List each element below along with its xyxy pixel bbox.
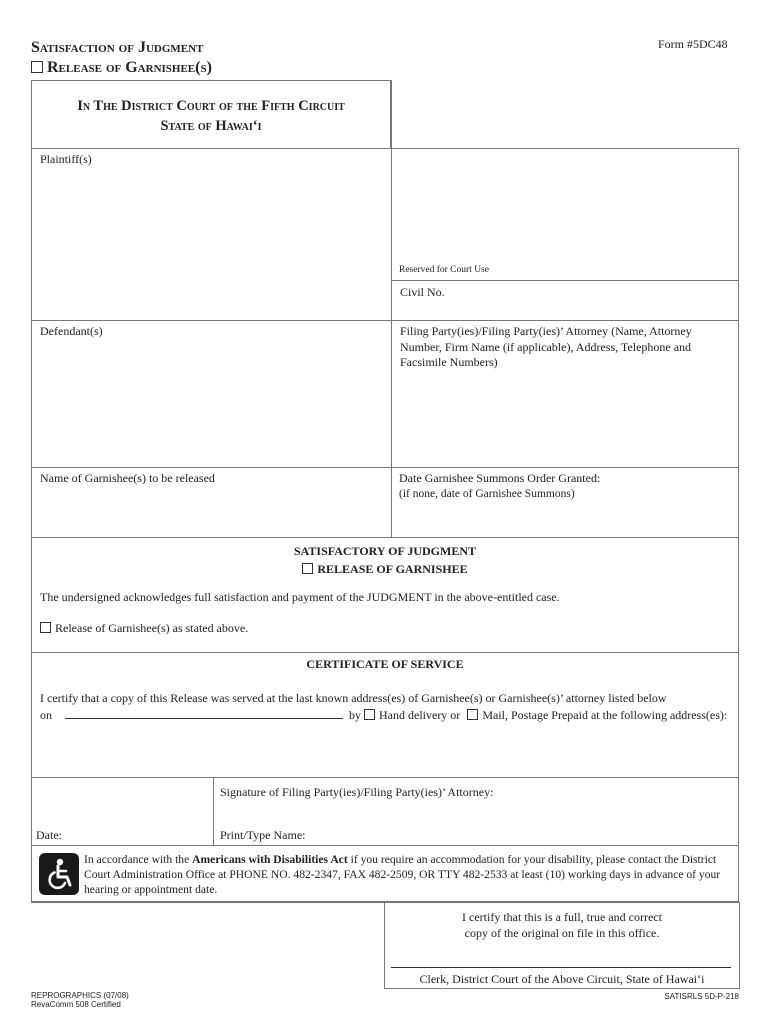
ada-notice <box>84 852 738 898</box>
date-label: Date: <box>36 828 62 842</box>
court-line-1: In The District Court of the Fifth Circuit <box>77 98 345 114</box>
service-date-blank[interactable] <box>65 707 343 719</box>
release-garnishee-checkbox[interactable] <box>302 563 313 574</box>
civil-no-bottom-line <box>391 320 739 321</box>
reserved-court-use-label: Reserved for Court Use <box>399 265 489 275</box>
satisfaction-heading-2 <box>31 560 739 578</box>
wheelchair-icon <box>39 853 79 895</box>
mail-label: Mail, Postage Prepaid at the following address(es): <box>482 708 728 722</box>
mail-checkbox[interactable] <box>467 709 478 720</box>
certificate-heading: CERTIFICATE OF SERVICE <box>306 657 464 671</box>
ada-act-name: Americans with Disabilities Act <box>192 853 348 866</box>
certification-bottom-line <box>384 988 740 989</box>
title-line-2 <box>31 58 212 78</box>
civil-no-label[interactable]: Civil No. <box>400 285 445 299</box>
satisfaction-heading <box>31 542 739 578</box>
plaintiff-label: Plaintiff(s) <box>40 152 92 166</box>
on-label: on <box>40 708 52 722</box>
garnishee-date-line-2: (if none, date of Garnishee Summons) <box>399 487 575 500</box>
ada-bottom-line <box>31 902 739 903</box>
release-option-text: Release of Garnishee(s) as stated above. <box>55 621 249 635</box>
title-line-2-text: Release of Garnishee(s) <box>47 59 212 76</box>
ada-top-line <box>31 845 739 846</box>
civil-no-top-line <box>391 280 739 281</box>
accessibility-icon <box>39 853 79 895</box>
garnishee-date-label <box>399 471 600 502</box>
plaintiff-defendant-line <box>31 320 391 321</box>
title-line-1: Satisfaction of Judgment <box>31 39 204 56</box>
certificate-line-1: I certify that a copy of this Release was served at the last known address(es) of Garnishee(s) or Garnishee(s)’ attorney listed below <box>40 691 667 705</box>
by-label: by <box>349 708 361 722</box>
hand-delivery-checkbox[interactable] <box>364 709 375 720</box>
footer-right: SATISRLS 5D-P-218 <box>664 992 739 1001</box>
ada-text-before: In accordance with the <box>84 853 193 866</box>
ada-text-after: if you require an accommodation for your disability, please contact the District Court Administration Office at PHONE NO. 482-2347, FAX 482-2509, OR TTY 482-2533 at least (10) working days in advance of your hearing or appointment date. <box>84 853 721 897</box>
defendant-label: Defendant(s) <box>40 324 103 338</box>
footer-left <box>31 991 129 1009</box>
certification-line-1: I certify that this is a full, true and correct <box>462 910 662 924</box>
satisfaction-statement: The undersigned acknowledges full satisfaction and payment of the JUDGMENT in the above-entitled case. <box>40 590 560 604</box>
certification-line-2: copy of the original on file in this office. <box>464 926 660 940</box>
certificate-line-2 <box>40 707 727 723</box>
court-line-2: State of Hawai‘i <box>160 118 262 134</box>
clerk-signature-line[interactable] <box>391 967 731 968</box>
garnishee-row-line <box>31 467 739 468</box>
satisfaction-heading-2-text: RELEASE OF GARNISHEE <box>317 562 468 576</box>
garnishee-name-label: Name of Garnishee(s) to be released <box>40 471 215 485</box>
garnishee-date-line-1: Date Garnishee Summons Order Granted: <box>399 471 601 485</box>
form-number: Form #5DC48 <box>658 37 728 51</box>
signature-label: Signature of Filing Party(ies)/Filing Party(ies)’ Attorney: <box>220 785 494 799</box>
court-caption <box>31 96 391 136</box>
satisfaction-heading-1: SATISFACTORY OF JUDGMENT <box>293 544 477 558</box>
filing-party-label: Filing Party(ies)/Filing Party(ies)’ Attorney (Name, Attorney Number, Firm Name (if applicable), Address, Telephone and Facsimile Numbers) <box>400 324 692 369</box>
clerk-label: Clerk, District Court of the Above Circuit, State of Hawai‘i <box>419 972 705 986</box>
signature-top-line <box>31 777 739 778</box>
satisfaction-top-line <box>31 537 739 538</box>
footer-left-line-1: REPROGRAPHICS (07/08) <box>31 991 129 1000</box>
hand-delivery-label: Hand delivery or <box>379 708 461 722</box>
release-garnishee-title-checkbox[interactable] <box>31 61 43 73</box>
release-option <box>40 621 248 636</box>
print-name-label: Print/Type Name: <box>220 828 306 842</box>
footer-left-line-2: RevaComm 508 Certified <box>31 1000 121 1009</box>
form-title <box>31 38 212 78</box>
release-option-checkbox[interactable] <box>40 622 51 633</box>
certificate-top-line <box>31 652 739 653</box>
certification-text <box>384 909 740 941</box>
column-divider <box>391 80 392 537</box>
signature-divider <box>213 777 214 845</box>
